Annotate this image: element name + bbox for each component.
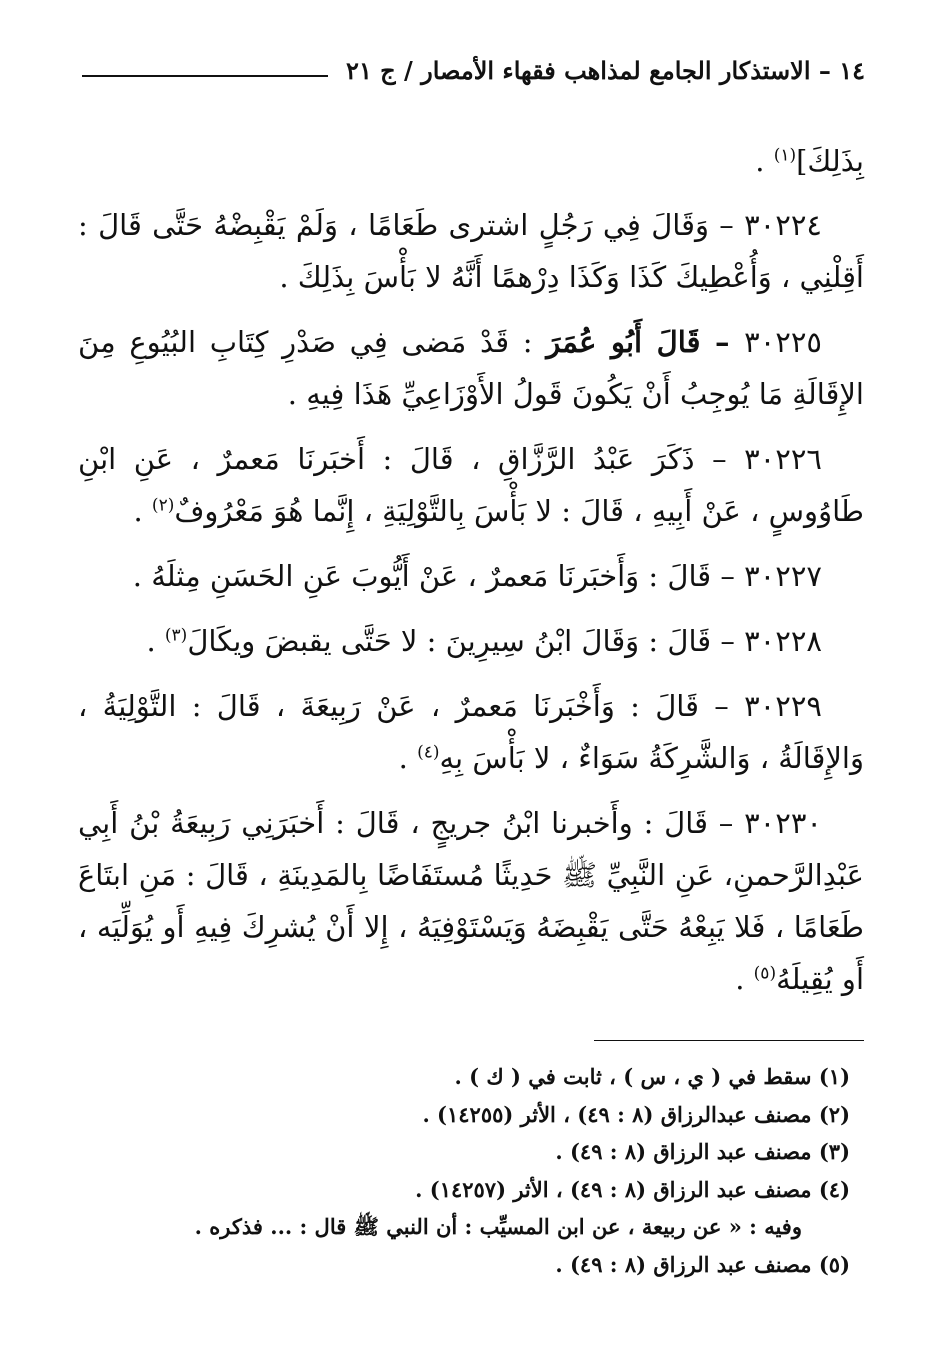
paragraph-number: ٣٠٢٢٥	[744, 325, 823, 359]
paragraph-text: بِذَلِكَ]	[796, 144, 864, 178]
footnote-4-continuation: وفيه : « عن ربيعة ، عن ابن المسيِّب : أن النبي ﷺ قال : ... فذكره .	[194, 1214, 802, 1239]
paragraph-text: – ذَكَرَ عَبْدُ الرَّزَّاقِ ، قَالَ : أَخبَرنَا مَعمرٌ ، عَنِ ابْنِ طَاوُوسٍ ، عَنْ أَبِيهِ ، قَالَ : لا بَأْسَ بِالتَّوْلِيَةِ ، إِنَّما هُوَ مَعْرُوفٌ	[78, 442, 864, 528]
paragraph-number: ٣٠٢٢٦	[744, 442, 822, 476]
footnote-divider	[594, 1040, 864, 1041]
footnote-ref: (١)	[773, 145, 797, 166]
footnote-ref: (٣)	[164, 625, 188, 646]
paragraph-text: – وَقَالَ فِي رَجُلٍ اشترى طَعَامًا ، وَلَمْ يَقْبِضْهُ حَتَّى قَالَ : أَقِلْنِي ، وَأُعْطِيكَ كَذَا وَكَذَا دِرْهمًا أَنَّهُ لا بَأْسَ بِذَلِكَ .	[78, 208, 864, 294]
paragraph-number: ٣٠٢٢٤	[744, 208, 822, 242]
paragraph-tail: .	[133, 494, 152, 528]
paragraph-30225	[78, 316, 864, 420]
main-text	[78, 135, 864, 1018]
paragraph-30230	[78, 797, 864, 1005]
paragraph-lead: – قَالَ أَبُو عُمَرَ	[546, 325, 745, 359]
paragraph-30227	[78, 550, 864, 602]
paragraph-30226	[78, 433, 864, 537]
paragraph-text: – قَالَ : وَقَالَ ابْنُ سِيرِينَ : لا حَتَّى يقبضَ ويكَالَ	[187, 624, 745, 658]
paragraph-30229	[78, 680, 864, 784]
paragraph-tail: .	[146, 624, 165, 658]
header-rule	[82, 75, 328, 77]
paragraph-number: ٣٠٢٢٧	[744, 559, 822, 593]
paragraph-text: – قَالَ : وَأَخْبَرنَا مَعمرٌ ، عَنْ رَبِيعَةَ ، قَالَ : التَّوْلِيَةُ ، وَالإِقَالَةُ ، وَالشَّرِكَةُ سَوَاءٌ ، لا بَأْسَ بِهِ	[78, 689, 864, 775]
paragraph-text: – قَالَ : وأَخبرنا ابْنُ جريجٍ ، قَالَ : أَخبَرَنِي رَبِيعَةُ بْنُ أَبِي عَبْدِالرَّحمنِ، عَنِ النَّبِيِّ ﷺ حَدِيثًا مُستَفَاضًا بِالمَدِينَةِ ، قَالَ : مَنِ ابتَاعَ طَعَامًا ، فَلا يَبِعْهُ حَتَّى يَقْبِضَهُ وَيَسْتَوْفِيَهُ ، إِلا أَنْ يُشرِكَ فِيهِ أَو يُوَلِّيَه ، أَو يُقِيلَهُ	[78, 806, 864, 996]
paragraph-30224	[78, 199, 864, 303]
paragraph-tail: .	[735, 962, 754, 996]
running-header	[82, 50, 865, 90]
paragraph-number: ٣٠٢٢٩	[744, 689, 822, 723]
footnote-2: (٢) مصنف عبدالرزاق (٨ : ٤٩) ، الأثر (١٤٢٥٥) .	[422, 1101, 850, 1127]
footnote-ref: (٤)	[417, 742, 440, 763]
footnote-3: (٣) مصنف عبد الرزاق (٨ : ٤٩) .	[555, 1139, 850, 1164]
footnote-ref: (٢)	[151, 495, 175, 516]
footnote-1: (١) سقط في ( ي ، س ) ، ثابت في ( ك ) .	[454, 1064, 850, 1089]
footnotes	[78, 1058, 850, 1283]
paragraph-continuation	[78, 135, 864, 187]
paragraph-number: ٣٠٢٢٨	[744, 624, 822, 658]
footnote-4: (٤) مصنف عبد الرزاق (٨ : ٤٩) ، الأثر (١٤٢٥٧) .	[415, 1176, 850, 1202]
paragraph-number: ٣٠٢٣٠	[744, 806, 822, 840]
paragraph-tail: .	[398, 741, 418, 775]
paragraph-tail: .	[755, 144, 774, 178]
header-title: ١٤ – الاستذكار الجامع لمذاهب فقهاء الأمصار / ج ٢١	[346, 55, 865, 85]
footnote-5: (٥) مصنف عبد الرزاق (٨ : ٤٩) .	[555, 1251, 850, 1277]
paragraph-30228	[78, 615, 864, 667]
paragraph-text: : قَدْ مَضى فِي صَدْرِ كِتَابِ البُيُوعِ مِنَ الإِقَالَةِ مَا يُوجِبُ أَنْ يَكُونَ قَولُ الأَوْزَاعِيِّ هَذَا فِيهِ .	[78, 325, 864, 411]
paragraph-text: – قَالَ : وَأَخبَرنَا مَعمرٌ ، عَنْ أَيُّوبَ عَنِ الحَسَنِ مِثلَهُ .	[132, 559, 745, 593]
footnote-ref: (٥)	[753, 963, 777, 984]
